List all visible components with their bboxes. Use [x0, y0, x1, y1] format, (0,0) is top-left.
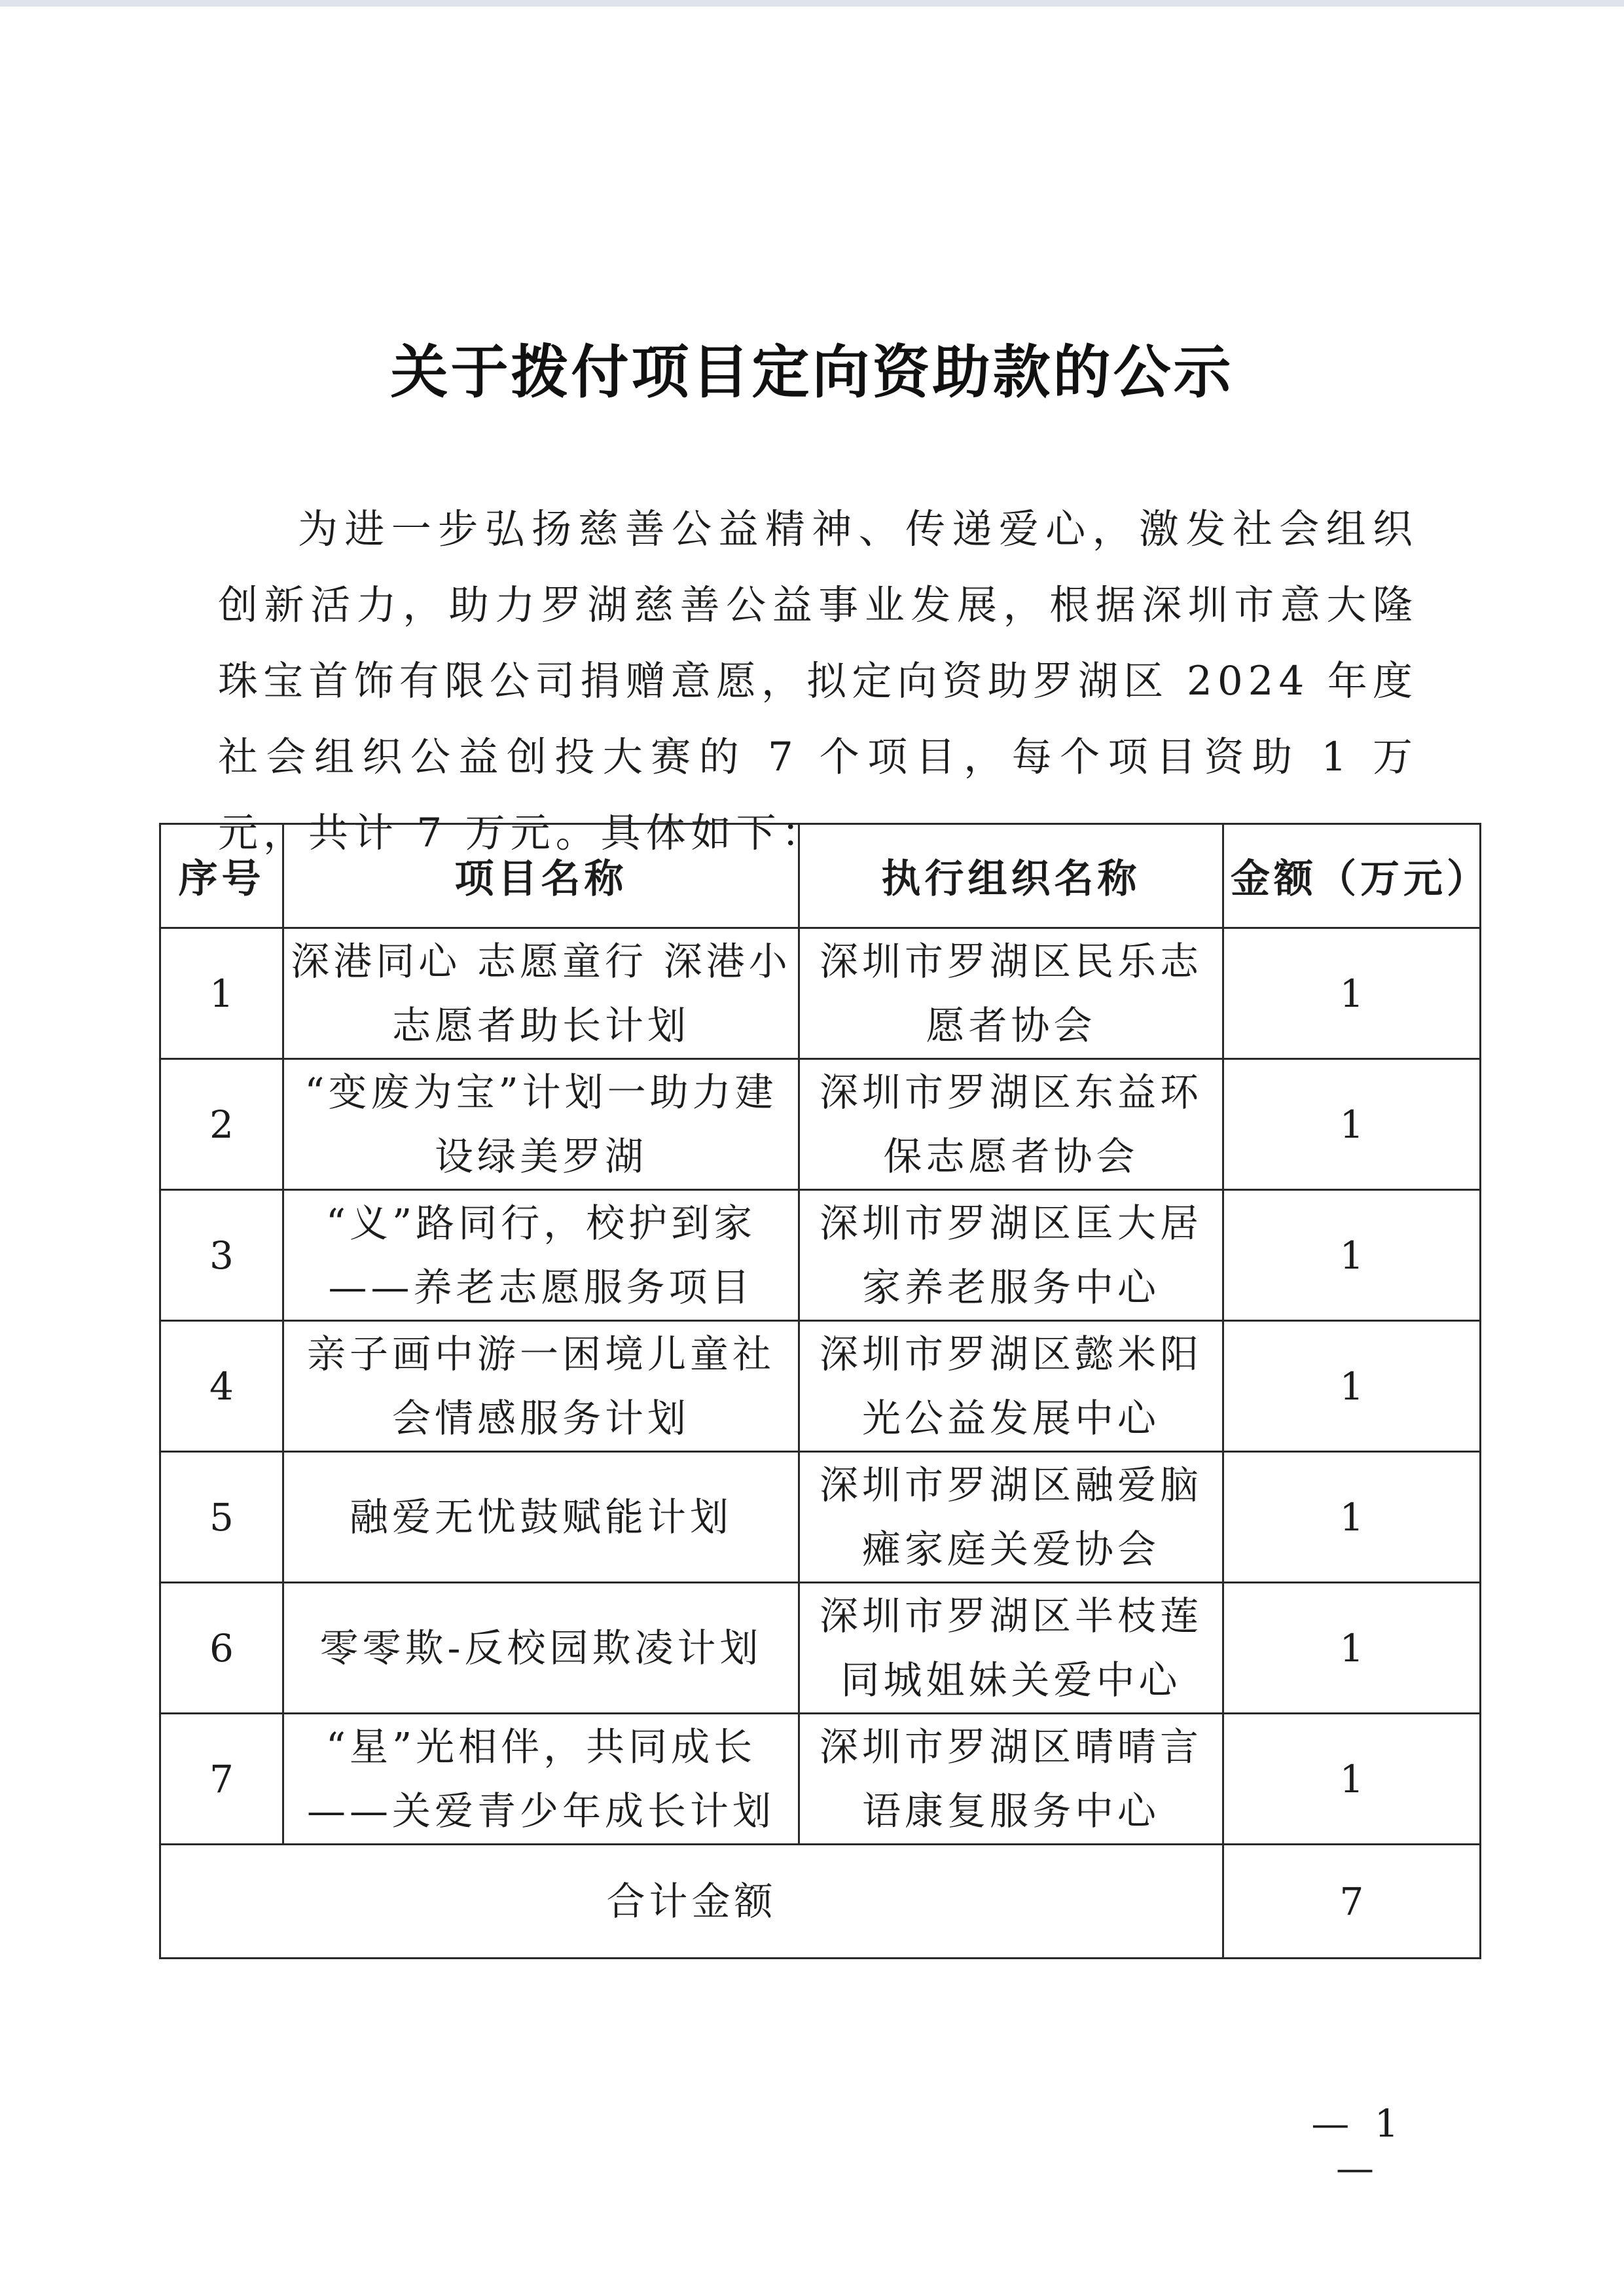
row-amount: 1 — [1223, 1714, 1481, 1845]
row-index: 7 — [160, 1714, 283, 1845]
row-index: 1 — [160, 928, 283, 1059]
table-row — [160, 1583, 1481, 1714]
row-index: 5 — [160, 1452, 283, 1583]
header-index: 序号 — [160, 824, 283, 928]
table-row — [160, 1452, 1481, 1583]
row-project-name: “义”路同行，校护到家——养老志愿服务项目 — [283, 1190, 799, 1321]
row-project-name: “变废为宝”计划一助力建设绿美罗湖 — [283, 1059, 799, 1190]
table-row — [160, 1190, 1481, 1321]
header-project-name: 项目名称 — [283, 824, 799, 928]
table-row — [160, 1059, 1481, 1190]
grant-table — [159, 823, 1490, 1959]
table-row — [160, 1321, 1481, 1452]
row-organization-name: 深圳市罗湖区匡大居家养老服务中心 — [799, 1190, 1223, 1321]
row-organization-name: 深圳市罗湖区东益环保志愿者协会 — [799, 1059, 1223, 1190]
table-row — [160, 928, 1481, 1059]
row-organization-name: 深圳市罗湖区融爱脑瘫家庭关爱协会 — [799, 1452, 1223, 1583]
row-organization-name: 深圳市罗湖区半枝莲同城姐妹关爱中心 — [799, 1583, 1223, 1714]
total-amount: 7 — [1223, 1845, 1481, 1959]
row-project-name: “星”光相伴，共同成长——关爱青少年成长计划 — [283, 1714, 799, 1845]
table-header-row — [160, 824, 1481, 928]
row-amount: 1 — [1223, 1583, 1481, 1714]
intro-paragraph: 为进一步弘扬慈善公益精神、传递爱心，激发社会组织创新活力，助力罗湖慈善公益事业发展，根据深圳市意大隆珠宝首饰有限公司捐赠意愿，拟定向资助罗湖区 2024 年度社会组织公益创投大赛的 7 个项目，每个项目资助 1 万元，共计 7 万元。具体如下： — [218, 506, 1418, 856]
row-amount: 1 — [1223, 1321, 1481, 1452]
header-organization-name: 执行组织名称 — [799, 824, 1223, 928]
row-organization-name: 深圳市罗湖区晴晴言语康复服务中心 — [799, 1714, 1223, 1845]
scan-edge — [0, 0, 1624, 7]
page-number: — 1 — — [1311, 2101, 1405, 2190]
document-title: 关于拨付项目定向资助款的公示 — [390, 338, 1234, 406]
row-amount: 1 — [1223, 928, 1481, 1059]
table-row — [160, 1714, 1481, 1845]
row-index: 4 — [160, 1321, 283, 1452]
row-amount: 1 — [1223, 1059, 1481, 1190]
row-index: 6 — [160, 1583, 283, 1714]
row-amount: 1 — [1223, 1452, 1481, 1583]
row-organization-name: 深圳市罗湖区民乐志愿者协会 — [799, 928, 1223, 1059]
row-project-name: 亲子画中游一困境儿童社会情感服务计划 — [283, 1321, 799, 1452]
table-total-row — [160, 1845, 1481, 1959]
row-amount: 1 — [1223, 1190, 1481, 1321]
row-project-name: 深港同心 志愿童行 深港小志愿者助长计划 — [283, 928, 799, 1059]
total-label: 合计金额 — [160, 1845, 1223, 1959]
header-amount: 金额（万元） — [1223, 824, 1481, 928]
row-index: 2 — [160, 1059, 283, 1190]
row-project-name: 零零欺-反校园欺凌计划 — [283, 1583, 799, 1714]
row-index: 3 — [160, 1190, 283, 1321]
row-project-name: 融爱无忧鼓赋能计划 — [283, 1452, 799, 1583]
row-organization-name: 深圳市罗湖区懿米阳光公益发展中心 — [799, 1321, 1223, 1452]
